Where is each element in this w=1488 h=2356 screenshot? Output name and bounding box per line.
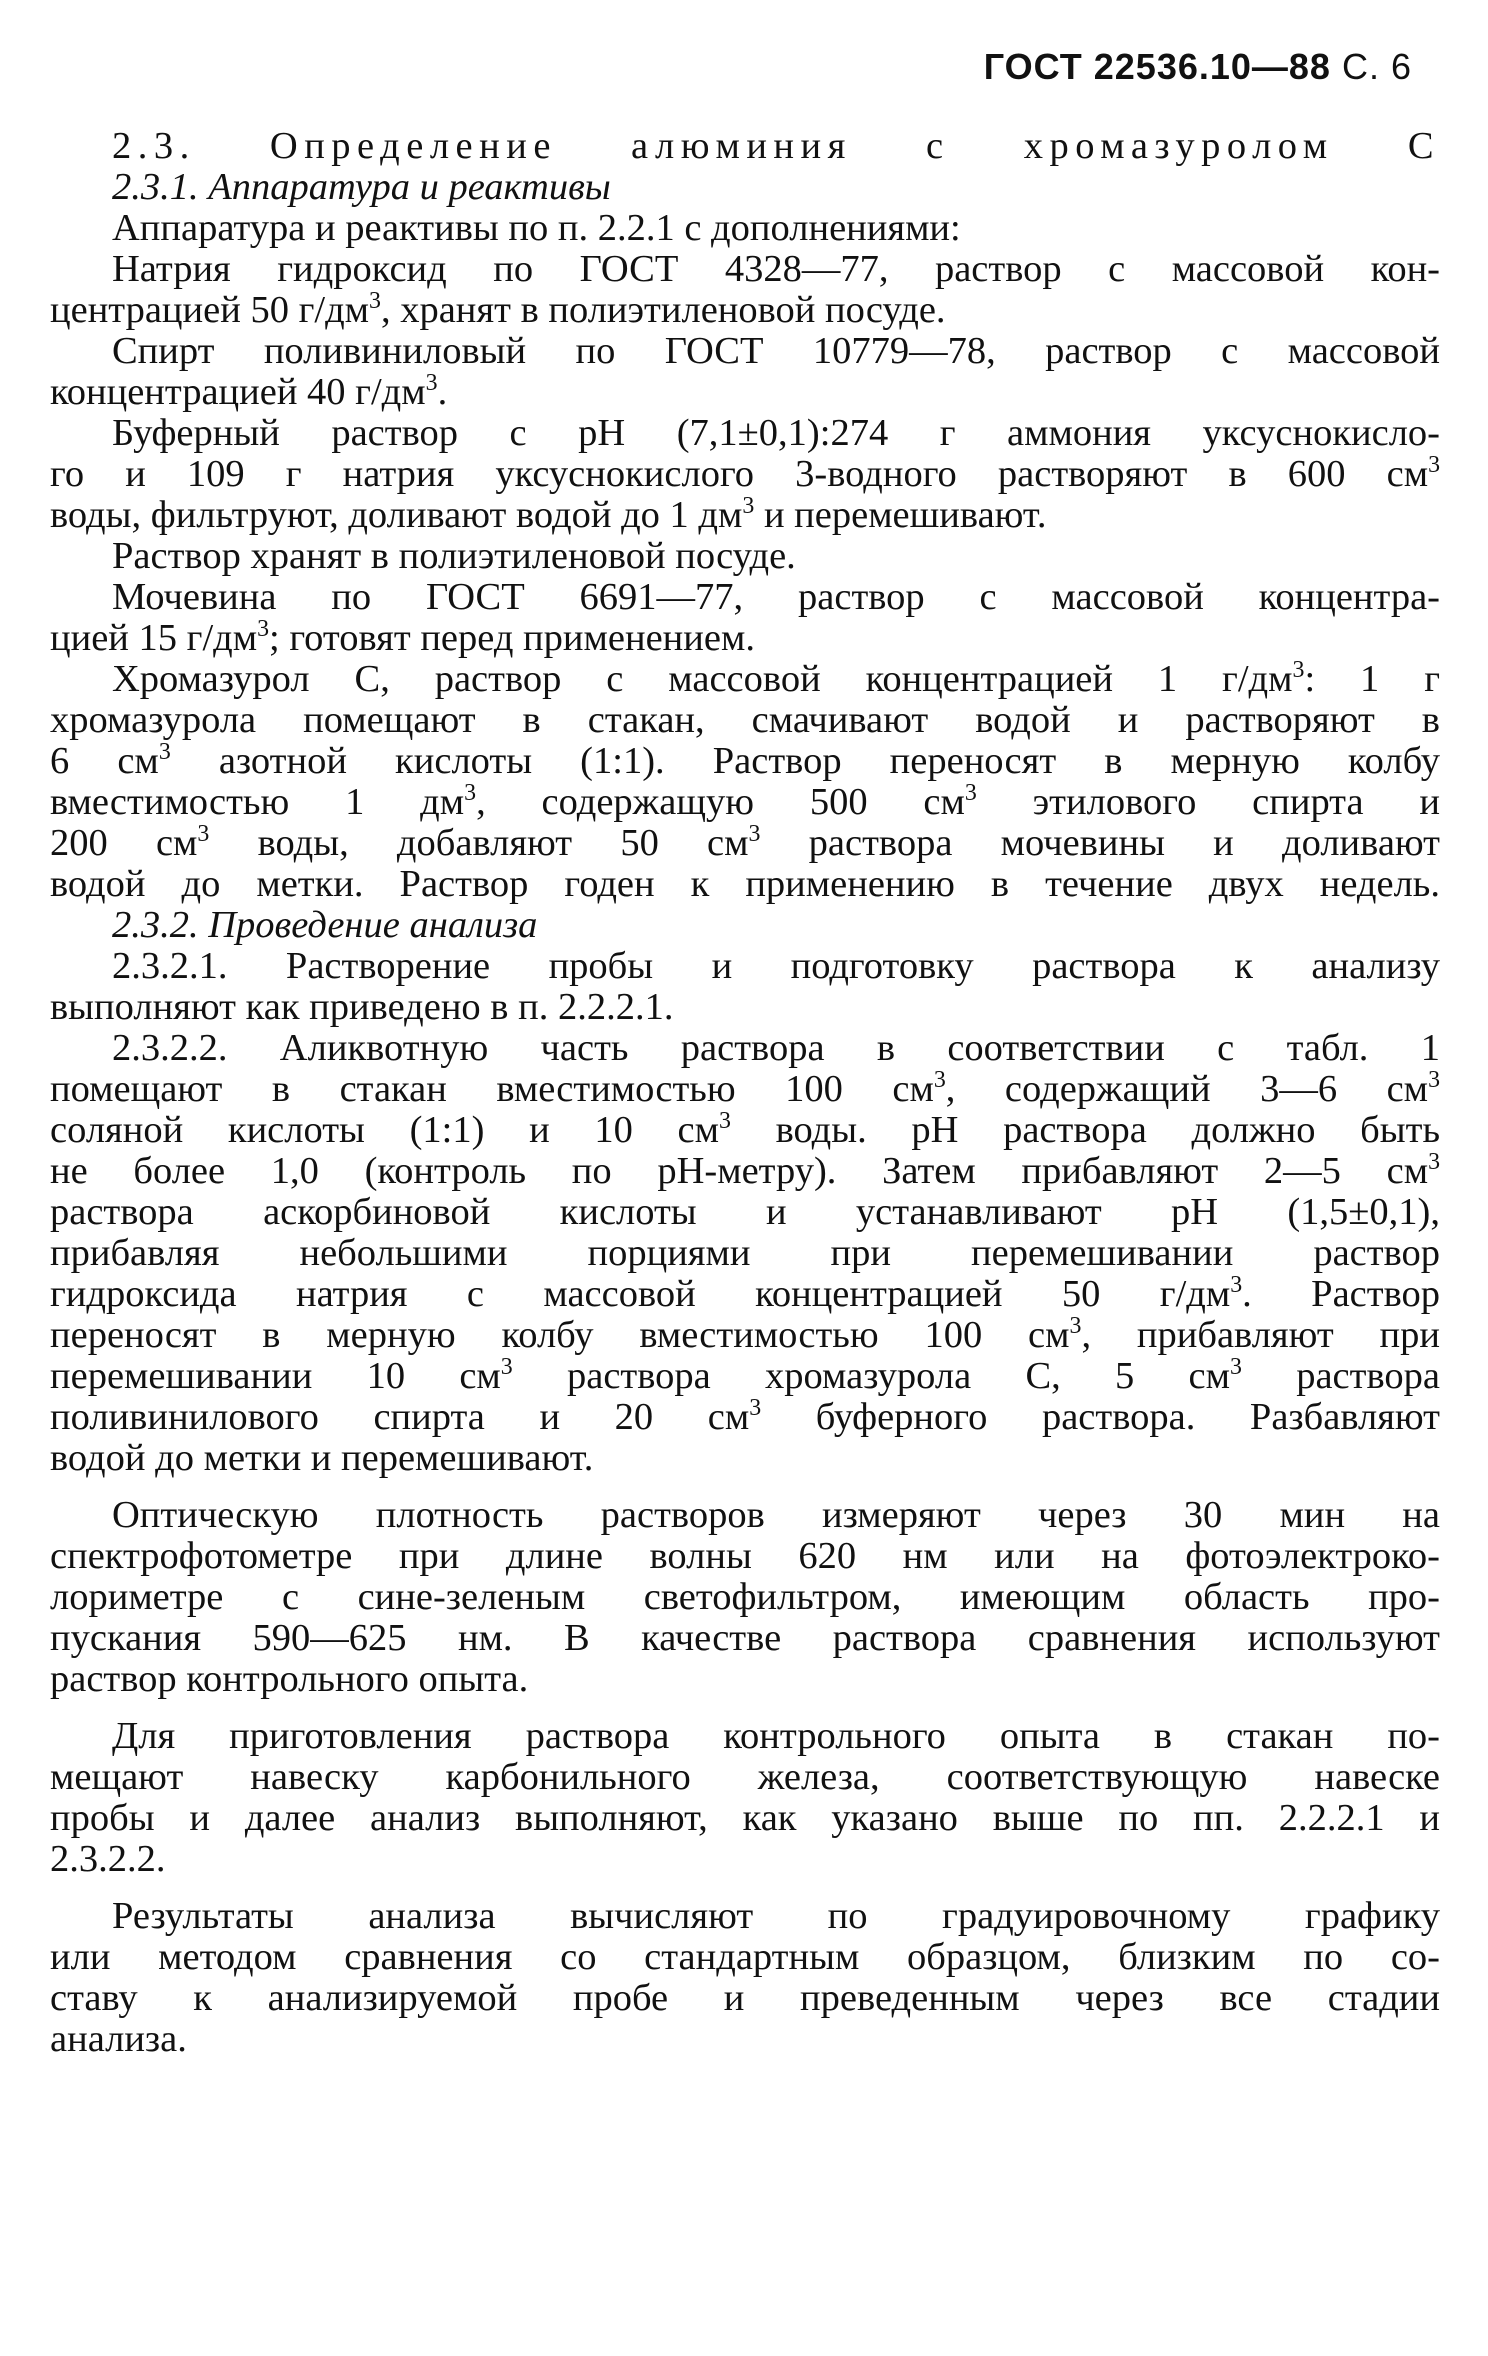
text-line: водой до метки. Раствор годен к применению в течение двух недель. xyxy=(50,864,1440,905)
text-line: 2.3.1. Аппаратура и реактивы xyxy=(112,167,611,208)
text-line: ставу к анализируемой пробе и преведенным через все стадии xyxy=(50,1978,1440,2019)
text-line: Оптическую плотность растворов измеряют через 30 мин на xyxy=(112,1495,1440,1536)
text-line: вместимостью 1 $дм^3$, содержащую 500 $см^3$ этилового спирта и xyxy=(50,782,1440,823)
page-number: С. 6 xyxy=(1341,46,1412,87)
text-line: 200 $см^3$ воды, добавляют 50 $см^3$ раствора мочевины и доливают xyxy=(50,823,1440,864)
text-line: или методом сравнения со стандартным образцом, близким по со- xyxy=(50,1937,1440,1978)
text-line: 6 $см^3$ азотной кислоты (1:1). Раствор переносят в мерную колбу xyxy=(50,741,1440,782)
text-line: переносят в мерную колбу вместимостью 100 $см^3$, прибавляют при xyxy=(50,1315,1440,1356)
text-line: мещают навеску карбонильного железа, соответствующую навеске xyxy=(50,1757,1440,1798)
text-line: Буферный раствор с рН (7,1±0,1):274 г аммония уксуснокисло- xyxy=(112,413,1440,454)
text-line: анализа. xyxy=(50,2019,187,2060)
text-line: пускания 590—625 нм. В качестве раствора сравнения используют xyxy=(50,1618,1440,1659)
text-line: Раствор хранят в полиэтиленовой посуде. xyxy=(112,536,796,577)
text-line: раствора аскорбиновой кислоты и устанавливают рН (1,5±0,1), xyxy=(50,1192,1440,1233)
text-line: спектрофотометре при длине волны 620 нм или на фотоэлектроко- xyxy=(50,1536,1440,1577)
text-line: помещают в стакан вместимостью 100 $см^3$, содержащий 3—6 $см^3$ xyxy=(50,1069,1440,1110)
text-line: лориметре с сине-зеленым светофильтром, имеющим область про- xyxy=(50,1577,1440,1618)
text-line: поливинилового спирта и 20 $см^3$ буферного раствора. Разбавляют xyxy=(50,1397,1440,1438)
text-line: Хромазурол С, раствор с массовой концентрацией 1 $г/дм^3$: 1 г xyxy=(112,659,1440,700)
text-line: 2.3.2.2. xyxy=(50,1839,166,1880)
text-line: гидроксида натрия с массовой концентрацией 50 $г/дм^3$. Раствор xyxy=(50,1274,1440,1315)
document-page xyxy=(50,40,1440,2330)
text-line: водой до метки и перемешивают. xyxy=(50,1438,594,1479)
text-line: Для приготовления раствора контрольного опыта в стакан по- xyxy=(112,1716,1440,1757)
text-line: пробы и далее анализ выполняют, как указано выше по пп. 2.2.2.1 и xyxy=(50,1798,1440,1839)
text-line: соляной кислоты (1:1) и 10 $см^3$ воды. рН раствора должно быть xyxy=(50,1110,1440,1151)
text-line: Натрия гидроксид по ГОСТ 4328—77, раствор с массовой кон- xyxy=(112,249,1440,290)
text-line: раствор контрольного опыта. xyxy=(50,1659,529,1700)
text-line: выполняют как приведено в п. 2.2.2.1. xyxy=(50,987,674,1028)
document-body xyxy=(50,126,1440,2060)
text-line: го и 109 г натрия уксуснокислого 3-водного растворяют в 600 $см^3$ xyxy=(50,454,1440,495)
text-line: Аппаратура и реактивы по п. 2.2.1 с дополнениями: xyxy=(112,208,961,249)
page-header xyxy=(984,46,1412,88)
text-line: цией 15 $г/дм^3$; готовят перед применением. xyxy=(50,618,755,659)
text-line: прибавляя небольшими порциями при перемешивании раствор xyxy=(50,1233,1440,1274)
text-line: Мочевина по ГОСТ 6691—77, раствор с массовой концентра- xyxy=(112,577,1440,618)
text-line: Результаты анализа вычисляют по градуировочному графику xyxy=(112,1896,1440,1937)
text-line: хромазурола помещают в стакан, смачивают водой и растворяют в xyxy=(50,700,1440,741)
text-line: 2.3.2. Проведение анализа xyxy=(112,905,538,946)
text-line: 2.3.2.2. Аликвотную часть раствора в соответствии с табл. 1 xyxy=(112,1028,1440,1069)
document-number: ГОСТ 22536.10—88 xyxy=(983,46,1331,87)
text-line: Спирт поливиниловый по ГОСТ 10779—78, раствор с массовой xyxy=(112,331,1440,372)
text-line: центрацией 50 $г/дм^3$, хранят в полиэтиленовой посуде. xyxy=(50,290,946,331)
text-line: воды, фильтруют, доливают водой до 1 $дм^3$ и перемешивают. xyxy=(50,495,1047,536)
text-line: перемешивании 10 $см^3$ раствора хромазурола С, 5 $см^3$ раствора xyxy=(50,1356,1440,1397)
text-line: 2.3. Определение алюминия с хромазуролом С xyxy=(112,126,1440,167)
text-line: не более 1,0 (контроль по рН-метру). Затем прибавляют 2—5 $см^3$ xyxy=(50,1151,1440,1192)
text-line: 2.3.2.1. Растворение пробы и подготовку раствора к анализу xyxy=(112,946,1440,987)
text-line: концентрацией 40 $г/дм^3$. xyxy=(50,372,448,413)
